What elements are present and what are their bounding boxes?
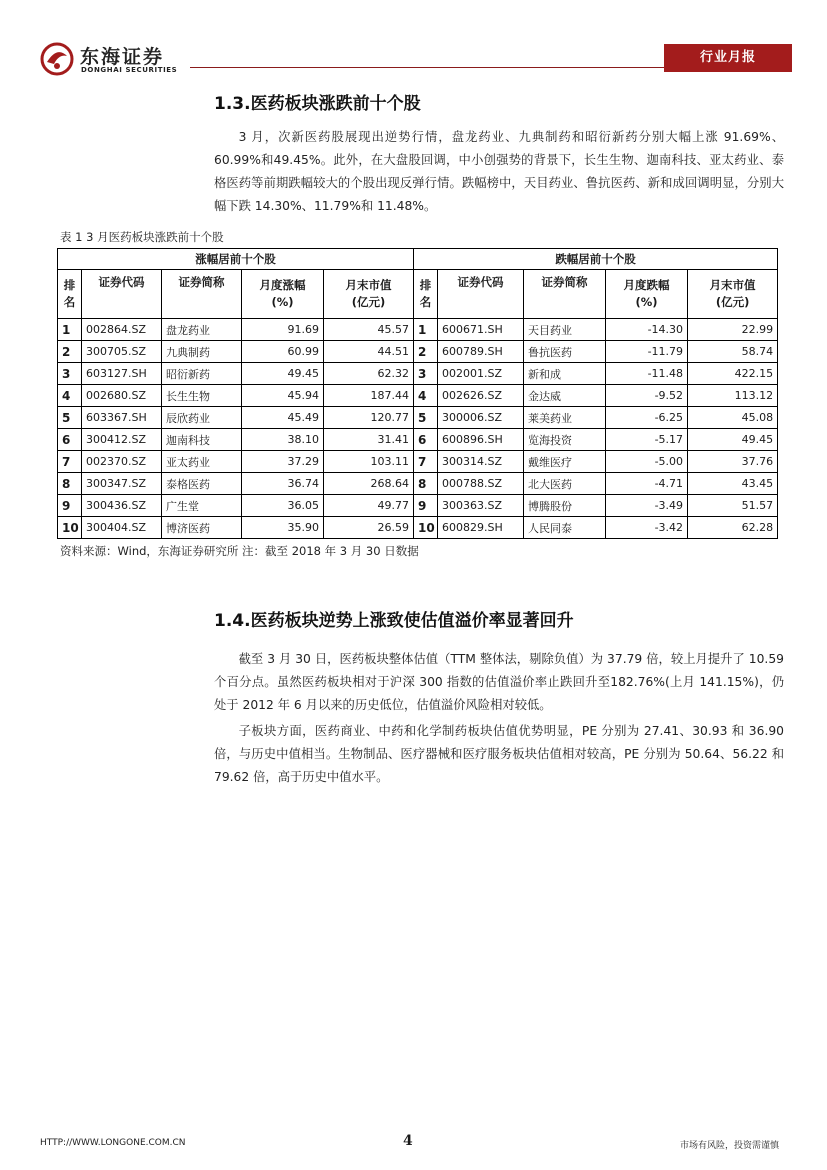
loss-mktcap: 49.45 — [688, 429, 778, 451]
loss-code: 300314.SZ — [438, 451, 524, 473]
gain-pct: 36.05 — [242, 495, 324, 517]
loss-rank: 6 — [414, 429, 438, 451]
gain-mktcap: 268.64 — [324, 473, 414, 495]
gain-pct: 60.99 — [242, 341, 324, 363]
table-row — [58, 517, 778, 539]
gain-name: 长生生物 — [162, 385, 242, 407]
loss-code: 002001.SZ — [438, 363, 524, 385]
gain-code: 002864.SZ — [82, 319, 162, 341]
gain-name: 昭衍新药 — [162, 363, 242, 385]
loss-name: 博腾股份 — [524, 495, 606, 517]
col-mktcap-loss: 月末市值(亿元) — [688, 270, 778, 319]
section-1-4-paragraph-2: 子板块方面，医药商业、中药和化学制药板块估值优势明显，PE 分别为 27.41、30.93 和 36.90 倍，与历史中值相当。生物制品、医疗器械和医疗服务板块估值相对较高，PE 分别为 50.64、56.22 和 79.62 倍，高于历史中值水平。 — [214, 724, 784, 784]
loss-name: 戴维医疗 — [524, 451, 606, 473]
table-row — [58, 407, 778, 429]
loss-mktcap: 113.12 — [688, 385, 778, 407]
gain-name: 泰格医药 — [162, 473, 242, 495]
gain-rank: 3 — [58, 363, 82, 385]
loss-name: 鲁抗医药 — [524, 341, 606, 363]
gain-rank: 1 — [58, 319, 82, 341]
loss-rank: 3 — [414, 363, 438, 385]
loss-rank: 1 — [414, 319, 438, 341]
table-row — [58, 363, 778, 385]
col-gain-pct: 月度涨幅(%) — [242, 270, 324, 319]
loss-pct: -5.00 — [606, 451, 688, 473]
loss-code: 600671.SH — [438, 319, 524, 341]
loss-rank: 2 — [414, 341, 438, 363]
gain-mktcap: 45.57 — [324, 319, 414, 341]
loss-rank: 7 — [414, 451, 438, 473]
table-row — [58, 385, 778, 407]
gain-name: 广生堂 — [162, 495, 242, 517]
gain-rank: 4 — [58, 385, 82, 407]
gain-code: 300705.SZ — [82, 341, 162, 363]
table-row — [58, 451, 778, 473]
donghai-logo-icon — [40, 42, 74, 76]
loss-name: 天目药业 — [524, 319, 606, 341]
gain-mktcap: 49.77 — [324, 495, 414, 517]
table-row — [58, 473, 778, 495]
footer-website-link[interactable]: HTTP://WWW.LONGONE.COM.CN — [40, 1138, 186, 1148]
loss-code: 002626.SZ — [438, 385, 524, 407]
col-code-loss: 证券代码 — [438, 270, 524, 319]
section-title-1-4: 1.4.医药板块逆势上涨致使估值溢价率显著回升 — [214, 611, 574, 631]
gain-pct: 45.94 — [242, 385, 324, 407]
col-rank-loss: 排名 — [414, 270, 438, 319]
col-code: 证券代码 — [82, 270, 162, 319]
gain-rank: 6 — [58, 429, 82, 451]
loss-name: 北大医药 — [524, 473, 606, 495]
gain-pct: 45.49 — [242, 407, 324, 429]
gain-name: 亚太药业 — [162, 451, 242, 473]
table-row — [58, 341, 778, 363]
gain-code: 300412.SZ — [82, 429, 162, 451]
loss-code: 000788.SZ — [438, 473, 524, 495]
section-1-4-paragraph-1: 截至 3 月 30 日，医药板块整体估值（TTM 整体法，剔除负值）为 37.79 倍，较上月提升了 10.59 个百分点。虽然医药板块相对于沪深 300 指数的估值溢价率止跌回升至182.76%(上月 141.15%)，仍处于 2012 年 6 月以来的历史低位，估值溢价风险相对较低。 — [214, 652, 784, 712]
gain-pct: 49.45 — [242, 363, 324, 385]
col-loss-pct: 月度跌幅(%) — [606, 270, 688, 319]
loss-name: 金达威 — [524, 385, 606, 407]
gain-code: 300404.SZ — [82, 517, 162, 539]
table-source-note: 资料来源：Wind，东海证券研究所 注：截至 2018 年 3 月 30 日数据 — [60, 544, 419, 558]
loss-pct: -14.30 — [606, 319, 688, 341]
gain-name: 博济医药 — [162, 517, 242, 539]
loss-rank: 5 — [414, 407, 438, 429]
section-title-1-3: 1.3.医药板块涨跌前十个股 — [214, 94, 421, 114]
gainers-group-header: 涨幅居前十个股 — [58, 249, 414, 270]
gain-code: 603367.SH — [82, 407, 162, 429]
gain-name: 盘龙药业 — [162, 319, 242, 341]
gain-mktcap: 31.41 — [324, 429, 414, 451]
gain-pct: 91.69 — [242, 319, 324, 341]
loss-name: 览海投资 — [524, 429, 606, 451]
gain-rank: 2 — [58, 341, 82, 363]
loss-name: 莱美药业 — [524, 407, 606, 429]
loss-mktcap: 22.99 — [688, 319, 778, 341]
section-1-3-paragraph: 3 月，次新医药股展现出逆势行情，盘龙药业、九典制药和昭衍新药分别大幅上涨 91.69%、60.99%和49.45%。此外，在大盘股回调，中小创强势的背景下，长生生物、迦南科技、亚太药业、泰格医药等前期跌幅较大的个股出现反弹行情。跌幅榜中，天目药业、鲁抗医药、新和成回调明显，分别大幅下跌 14.30%、11.79%和 11.48%。 — [214, 130, 784, 213]
table-row — [58, 319, 778, 341]
gain-pct: 38.10 — [242, 429, 324, 451]
gain-mktcap: 44.51 — [324, 341, 414, 363]
gain-name: 辰欣药业 — [162, 407, 242, 429]
loss-rank: 4 — [414, 385, 438, 407]
gain-name: 九典制药 — [162, 341, 242, 363]
gain-pct: 37.29 — [242, 451, 324, 473]
loss-pct: -11.79 — [606, 341, 688, 363]
loss-mktcap: 45.08 — [688, 407, 778, 429]
gain-mktcap: 62.32 — [324, 363, 414, 385]
loss-rank: 10 — [414, 517, 438, 539]
loss-pct: -3.42 — [606, 517, 688, 539]
loss-pct: -9.52 — [606, 385, 688, 407]
col-name-loss: 证券简称 — [524, 270, 606, 319]
loss-mktcap: 43.45 — [688, 473, 778, 495]
gain-code: 002680.SZ — [82, 385, 162, 407]
loss-pct: -11.48 — [606, 363, 688, 385]
company-logo — [40, 40, 190, 80]
col-rank: 排名 — [58, 270, 82, 319]
gain-mktcap: 187.44 — [324, 385, 414, 407]
col-name: 证券简称 — [162, 270, 242, 319]
top10-stocks-table — [57, 248, 778, 539]
loss-code: 600896.SH — [438, 429, 524, 451]
loss-rank: 9 — [414, 495, 438, 517]
gain-mktcap: 120.77 — [324, 407, 414, 429]
loss-pct: -3.49 — [606, 495, 688, 517]
loss-pct: -5.17 — [606, 429, 688, 451]
gain-pct: 35.90 — [242, 517, 324, 539]
gain-code: 603127.SH — [82, 363, 162, 385]
gain-rank: 5 — [58, 407, 82, 429]
logo-english-text: DONGHAI SECURITIES — [81, 66, 178, 74]
loss-pct: -4.71 — [606, 473, 688, 495]
loss-code: 600829.SH — [438, 517, 524, 539]
gain-rank: 9 — [58, 495, 82, 517]
loss-name: 人民同泰 — [524, 517, 606, 539]
col-mktcap: 月末市值(亿元) — [324, 270, 414, 319]
loss-pct: -6.25 — [606, 407, 688, 429]
gain-code: 002370.SZ — [82, 451, 162, 473]
loss-mktcap: 62.28 — [688, 517, 778, 539]
loss-mktcap: 422.15 — [688, 363, 778, 385]
loss-name: 新和成 — [524, 363, 606, 385]
table-row — [58, 495, 778, 517]
gain-rank: 10 — [58, 517, 82, 539]
gain-name: 迦南科技 — [162, 429, 242, 451]
table-caption: 表 1 3 月医药板块涨跌前十个股 — [60, 230, 224, 244]
gain-code: 300347.SZ — [82, 473, 162, 495]
losers-group-header: 跌幅居前十个股 — [414, 249, 778, 270]
loss-code: 300363.SZ — [438, 495, 524, 517]
loss-mktcap: 58.74 — [688, 341, 778, 363]
table-row — [58, 429, 778, 451]
gain-rank: 8 — [58, 473, 82, 495]
loss-rank: 8 — [414, 473, 438, 495]
loss-code: 300006.SZ — [438, 407, 524, 429]
gain-pct: 36.74 — [242, 473, 324, 495]
report-type-badge: 行业月报 — [664, 44, 792, 72]
loss-code: 600789.SH — [438, 341, 524, 363]
gain-code: 300436.SZ — [82, 495, 162, 517]
logo-chinese-text: 东海证券 — [80, 46, 165, 68]
loss-mktcap: 51.57 — [688, 495, 778, 517]
loss-mktcap: 37.76 — [688, 451, 778, 473]
page-number: 4 — [403, 1133, 413, 1149]
gain-mktcap: 26.59 — [324, 517, 414, 539]
gain-mktcap: 103.11 — [324, 451, 414, 473]
header-rule — [190, 67, 664, 68]
risk-disclaimer: 市场有风险，投资需谨慎 — [680, 1141, 780, 1151]
gain-rank: 7 — [58, 451, 82, 473]
